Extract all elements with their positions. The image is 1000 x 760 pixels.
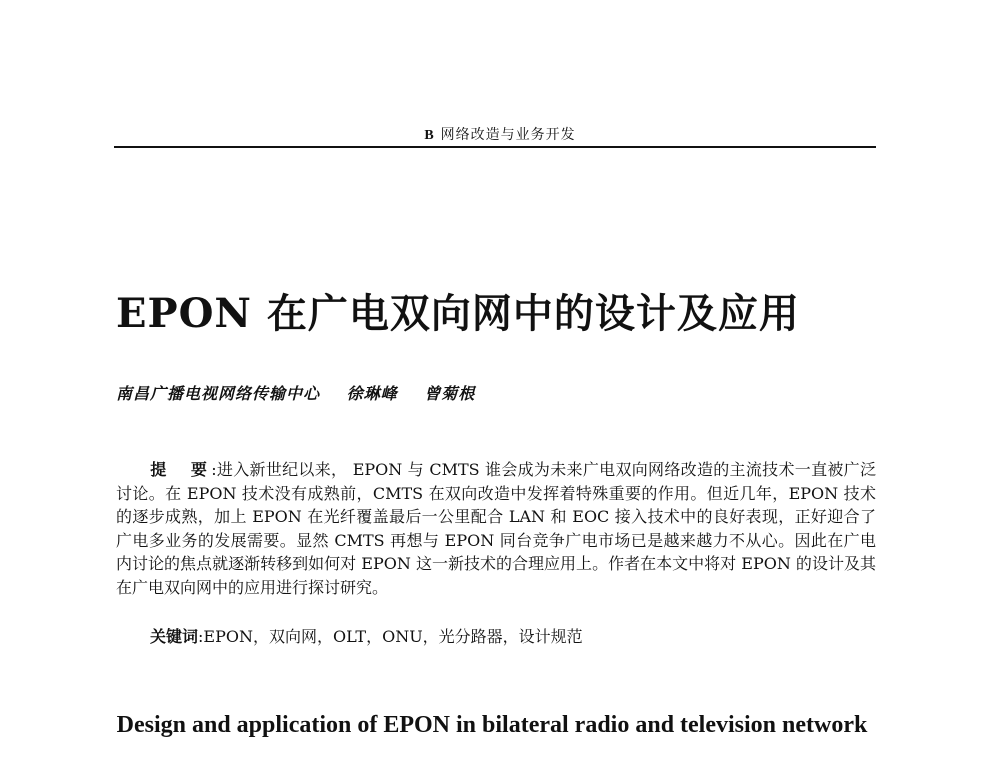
- running-header: [0, 124, 1000, 144]
- author-name: 曾菊根: [424, 384, 476, 403]
- keywords-text: EPON，双向网，OLT，ONU，光分路器，设计规范: [203, 627, 583, 646]
- section-letter: B: [424, 128, 435, 143]
- paper-title: EPON 在广电双向网中的设计及应用: [116, 290, 800, 337]
- abstract-label: 提 要: [150, 460, 212, 479]
- section-title: 网络改造与业务开发: [440, 127, 576, 143]
- abstract: [116, 458, 876, 600]
- header-rule: [114, 146, 876, 148]
- english-title: Design and application of EPON in bilateral radio and television network: [116, 712, 868, 738]
- keywords-label: 关键词: [150, 627, 199, 646]
- author-line: [116, 381, 495, 404]
- keywords: [150, 624, 583, 647]
- author-name: 徐琳峰: [346, 384, 398, 403]
- keywords-separator: :: [198, 627, 204, 646]
- affiliation: 南昌广播电视网络传输中心: [116, 384, 321, 403]
- abstract-text: 进入新世纪以来， EPON 与 CMTS 谁会成为未来广电双向网络改造的主流技术一直被广泛讨论。在 EPON 技术没有成熟前，CMTS 在双向改造中发挥着特殊重要的作用。但近几年，EPON 技术的逐步成熟，加上 EPON 在光纤覆盖最后一公里配合 LAN 和 EOC 接入技术中的良好表现，正好迎合了广电多业务的发展需要。显然 CMTS 再想与 EPON 同台竞争广电市场已是越来越力不从心。因此在广电内讨论的焦点就逐渐转移到如何对 EPON 这一新技术的合理应用上。作者在本文中将对 EPON 的设计及其在广电双向网中的应用进行探讨研究。: [116, 460, 876, 597]
- abstract-separator: :: [211, 460, 217, 479]
